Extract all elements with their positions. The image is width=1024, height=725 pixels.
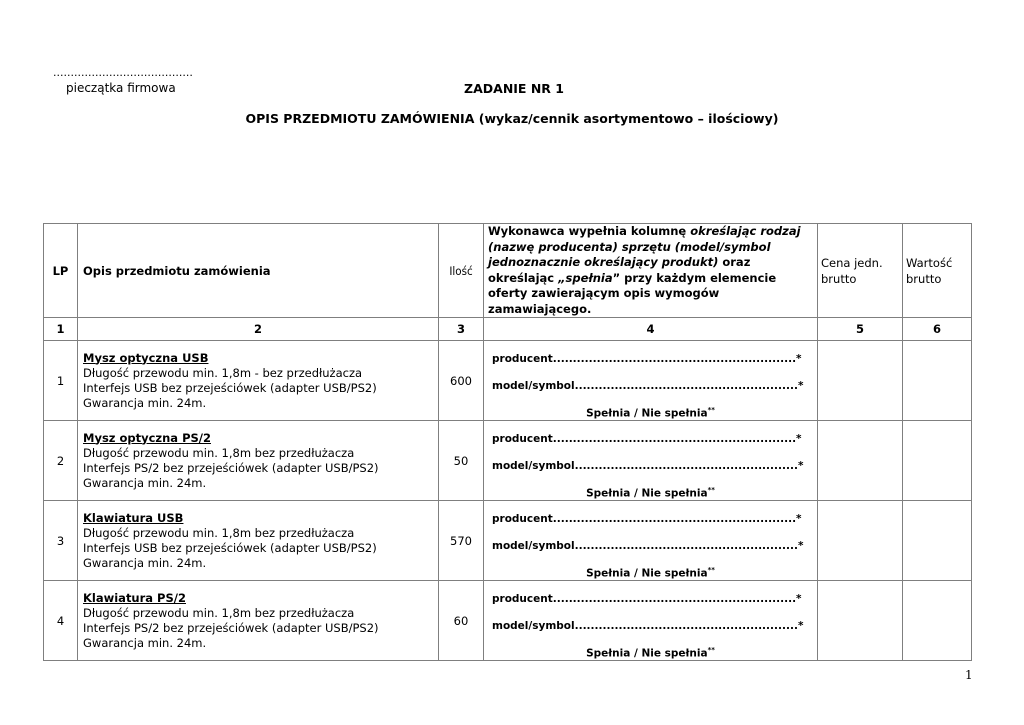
vendor-header-text-a: Wykonawca wypełnia kolumnę	[488, 224, 691, 238]
producent-field[interactable]: producent.............................................................*	[492, 593, 802, 605]
row-lp: 3	[44, 501, 78, 581]
column-header-lp: LP	[44, 224, 78, 318]
row-unit-price-cell[interactable]	[818, 501, 903, 581]
product-name: Klawiatura USB	[83, 510, 184, 525]
row-quantity: 600	[439, 341, 484, 421]
unit-price-label-2: brutto	[821, 271, 857, 286]
row-description	[78, 501, 439, 581]
producent-field[interactable]: producent.............................................................*	[492, 353, 802, 365]
table-row	[44, 501, 972, 581]
compliance-label: Spełnia / Nie spełnia	[586, 647, 708, 660]
row-vendor-fields[interactable]	[484, 581, 818, 661]
column-header-unit-price	[818, 224, 903, 318]
footnote-mark: **	[707, 646, 715, 654]
product-name: Mysz optyczna USB	[83, 350, 209, 365]
document-subtitle: OPIS PRZEDMIOTU ZAMÓWIENIA (wykaz/cennik asortymentowo – ilościowy)	[245, 111, 779, 126]
page-number: 1	[965, 668, 973, 682]
model-field[interactable]: model/symbol........................................................*	[492, 540, 804, 552]
footnote-mark: **	[707, 566, 715, 574]
value-label-1: Wartość	[906, 255, 953, 270]
row-quantity: 570	[439, 501, 484, 581]
order-table	[43, 223, 972, 661]
spec-cable-length: Długość przewodu min. 1,8m - bez przedłużacza	[83, 365, 363, 380]
row-lp: 4	[44, 581, 78, 661]
spec-interface: Interfejs USB bez przejeściówek (adapter USB/PS2)	[83, 540, 377, 555]
spec-interface: Interfejs USB bez przejeściówek (adapter USB/PS2)	[83, 380, 377, 395]
spec-cable-length: Długość przewodu min. 1,8m bez przedłużacza	[83, 605, 355, 620]
row-value-cell[interactable]	[903, 501, 972, 581]
value-label-2: brutto	[906, 271, 942, 286]
row-unit-price-cell[interactable]	[818, 581, 903, 661]
model-field[interactable]: model/symbol........................................................*	[492, 620, 804, 632]
vendor-header-text-b: określając rodzaj (nazwę producenta) sprzętu (model/symbol jednoznacznie określający produkt)	[488, 224, 801, 269]
compliance-field[interactable]	[488, 566, 813, 580]
column-number: 2	[78, 318, 439, 341]
row-lp: 1	[44, 341, 78, 421]
compliance-label: Spełnia / Nie spełnia	[586, 407, 708, 420]
compliance-field[interactable]	[488, 646, 813, 660]
row-unit-price-cell[interactable]	[818, 341, 903, 421]
compliance-label: Spełnia / Nie spełnia	[586, 567, 708, 580]
row-vendor-fields[interactable]	[484, 501, 818, 581]
stamp-label: pieczątka firmowa	[66, 81, 176, 95]
column-number: 4	[484, 318, 818, 341]
spec-warranty: Gwarancja min. 24m.	[83, 555, 207, 570]
row-vendor-fields[interactable]	[484, 341, 818, 421]
row-quantity: 60	[439, 581, 484, 661]
table-row	[44, 421, 972, 501]
table-row	[44, 581, 972, 661]
column-header-value	[903, 224, 972, 318]
column-header-vendor	[484, 224, 818, 318]
producent-field[interactable]: producent.............................................................*	[492, 433, 802, 445]
column-number: 6	[903, 318, 972, 341]
spec-interface: Interfejs PS/2 bez przejeściówek (adapter USB/PS2)	[83, 460, 379, 475]
column-number: 5	[818, 318, 903, 341]
vendor-header-text-c: oraz określając	[488, 255, 751, 285]
row-value-cell[interactable]	[903, 421, 972, 501]
table-row	[44, 341, 972, 421]
model-field[interactable]: model/symbol........................................................*	[492, 460, 804, 472]
compliance-field[interactable]	[488, 486, 813, 500]
spec-cable-length: Długość przewodu min. 1,8m bez przedłużacza	[83, 445, 355, 460]
unit-price-label-1: Cena jedn.	[821, 255, 883, 270]
table-header-row	[44, 224, 972, 318]
product-name: Klawiatura PS/2	[83, 590, 186, 605]
spec-warranty: Gwarancja min. 24m.	[83, 635, 207, 650]
producent-field[interactable]: producent.............................................................*	[492, 513, 802, 525]
footnote-mark: **	[707, 486, 715, 494]
document-title: ZADANIE NR 1	[464, 81, 564, 96]
spec-cable-length: Długość przewodu min. 1,8m bez przedłużacza	[83, 525, 355, 540]
compliance-field[interactable]	[488, 406, 813, 420]
row-description	[78, 581, 439, 661]
row-value-cell[interactable]	[903, 581, 972, 661]
row-lp: 2	[44, 421, 78, 501]
row-description	[78, 421, 439, 501]
compliance-label: Spełnia / Nie spełnia	[586, 487, 708, 500]
spec-interface: Interfejs PS/2 bez przejeściówek (adapter USB/PS2)	[83, 620, 379, 635]
footnote-mark: **	[707, 406, 715, 414]
vendor-header-text-d: „spełnia	[558, 270, 613, 285]
column-number: 1	[44, 318, 78, 341]
spec-warranty: Gwarancja min. 24m.	[83, 475, 207, 490]
row-value-cell[interactable]	[903, 341, 972, 421]
column-header-quantity: Ilość	[439, 224, 484, 318]
row-unit-price-cell[interactable]	[818, 421, 903, 501]
row-description	[78, 341, 439, 421]
vendor-header-text-e: ” przy każdym elemencie oferty zawierającym opis wymogów zamawiającego.	[488, 270, 777, 316]
row-vendor-fields[interactable]	[484, 421, 818, 501]
column-number-row	[44, 318, 972, 341]
spec-warranty: Gwarancja min. 24m.	[83, 395, 207, 410]
stamp-dots: ........................................	[53, 66, 193, 79]
row-quantity: 50	[439, 421, 484, 501]
product-name: Mysz optyczna PS/2	[83, 430, 211, 445]
column-number: 3	[439, 318, 484, 341]
column-header-description: Opis przedmiotu zamówienia	[78, 224, 439, 318]
model-field[interactable]: model/symbol........................................................*	[492, 380, 804, 392]
